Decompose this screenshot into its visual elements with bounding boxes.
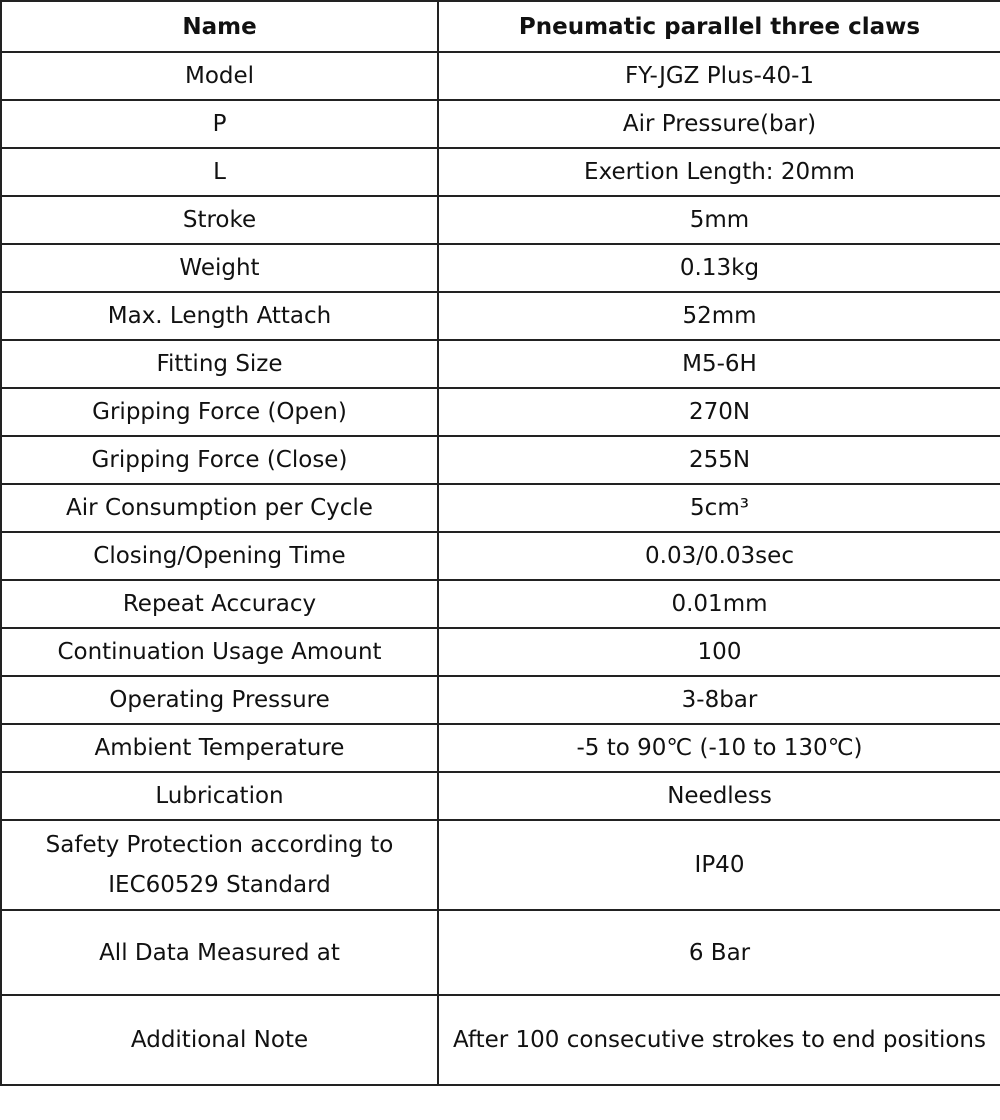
row-value-cell: After 100 consecutive strokes to end positions: [438, 995, 1000, 1085]
row-name-cell: Model: [1, 52, 438, 100]
row-value-cell: Needless: [438, 772, 1000, 820]
row-name-cell: Additional Note: [1, 995, 438, 1085]
row-name-cell: Gripping Force (Close): [1, 436, 438, 484]
row-value-cell: 3-8bar: [438, 676, 1000, 724]
row-value-cell: 52mm: [438, 292, 1000, 340]
row-value-cell: Exertion Length: 20mm: [438, 148, 1000, 196]
row-value-cell: 5mm: [438, 196, 1000, 244]
row-value-cell: 5cm³: [438, 484, 1000, 532]
header-name-cell: Name: [1, 1, 438, 52]
row-value-cell: -5 to 90℃ (-10 to 130℃): [438, 724, 1000, 772]
row-name-cell: Weight: [1, 244, 438, 292]
row-value-cell: Air Pressure(bar): [438, 100, 1000, 148]
table-row: [1, 532, 1000, 580]
row-value-cell: 0.03/0.03sec: [438, 532, 1000, 580]
table-row: [1, 292, 1000, 340]
row-value-cell: 0.01mm: [438, 580, 1000, 628]
row-value-cell: IP40: [438, 820, 1000, 910]
table-header-row: [1, 1, 1000, 52]
row-name-cell: Safety Protection according to IEC60529 Standard: [1, 820, 438, 910]
row-name-cell: All Data Measured at: [1, 910, 438, 995]
row-name-cell: Continuation Usage Amount: [1, 628, 438, 676]
header-value-cell: Pneumatic parallel three claws: [438, 1, 1000, 52]
table-row: [1, 436, 1000, 484]
row-name-cell: Max. Length Attach: [1, 292, 438, 340]
row-value-cell: 270N: [438, 388, 1000, 436]
row-name-cell: Fitting Size: [1, 340, 438, 388]
row-name-cell: Ambient Temperature: [1, 724, 438, 772]
row-value-cell: M5-6H: [438, 340, 1000, 388]
table-row: [1, 910, 1000, 995]
table-row: [1, 196, 1000, 244]
table-row: [1, 995, 1000, 1085]
table-row: [1, 100, 1000, 148]
row-name-cell: Lubrication: [1, 772, 438, 820]
row-name-cell: Gripping Force (Open): [1, 388, 438, 436]
table-row: [1, 772, 1000, 820]
table-row: [1, 820, 1000, 910]
table-row: [1, 52, 1000, 100]
row-name-cell: Stroke: [1, 196, 438, 244]
row-name-cell: P: [1, 100, 438, 148]
row-value-cell: 0.13kg: [438, 244, 1000, 292]
row-name-cell: Air Consumption per Cycle: [1, 484, 438, 532]
row-name-cell: Closing/Opening Time: [1, 532, 438, 580]
row-value-cell: FY-JGZ Plus-40-1: [438, 52, 1000, 100]
row-value-cell: 100: [438, 628, 1000, 676]
table-row: [1, 676, 1000, 724]
row-name-cell: L: [1, 148, 438, 196]
table-row: [1, 148, 1000, 196]
row-value-cell: 6 Bar: [438, 910, 1000, 995]
table-row: [1, 244, 1000, 292]
table-row: [1, 724, 1000, 772]
row-name-cell: Operating Pressure: [1, 676, 438, 724]
table-row: [1, 628, 1000, 676]
row-name-cell: Repeat Accuracy: [1, 580, 438, 628]
table-row: [1, 580, 1000, 628]
table-row: [1, 340, 1000, 388]
row-value-cell: 255N: [438, 436, 1000, 484]
table-row: [1, 484, 1000, 532]
table-row: [1, 388, 1000, 436]
